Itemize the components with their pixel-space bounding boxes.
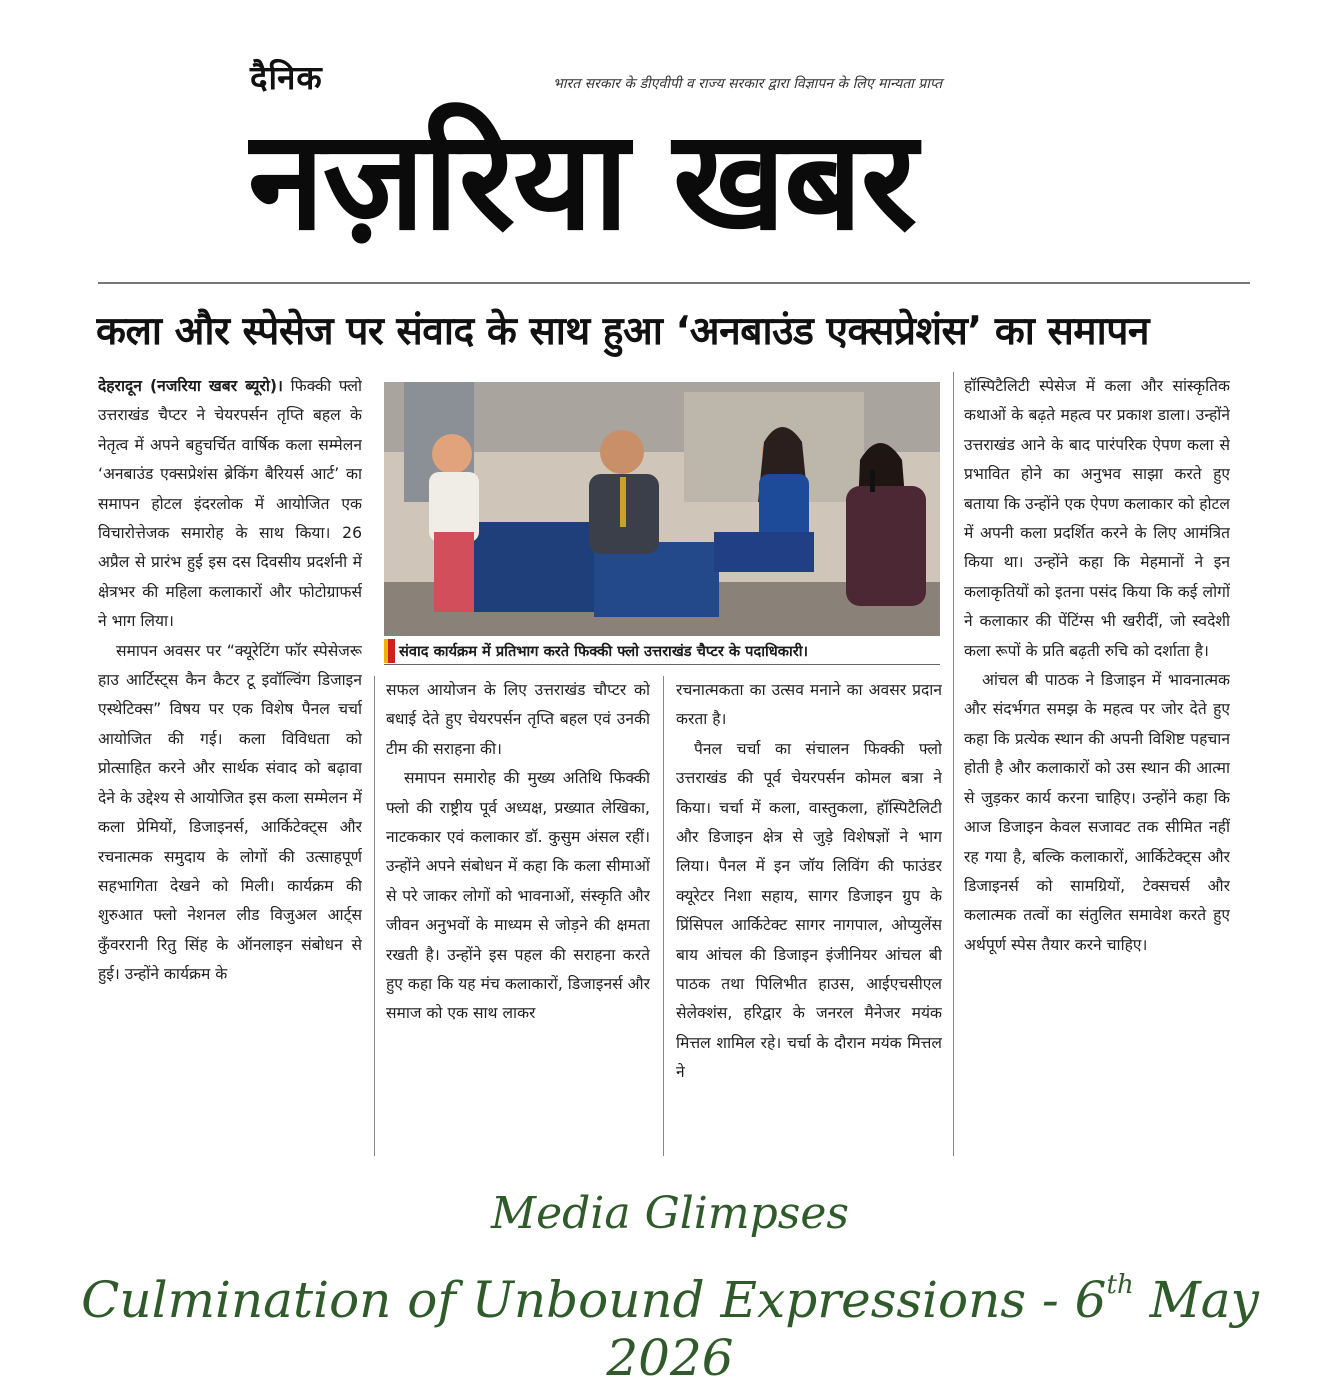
column-divider bbox=[374, 676, 375, 1156]
article-paragraph: हॉस्पिटैलिटी स्पेसेज में कला और सांस्कृतिक कथाओं के बढ़ते महत्व पर प्रकाश डाला। उन्होंने उत्तराखंड आने के बाद पारंपरिक ऐपण कला से प्रभावित होने का अनुभव साझा करते हुए बताया कि उन्होंने एक ऐपण कलाकार को होटल में अपनी कला प्रदर्शित करने के लिए आमंत्रित किया था। उन्होंने कहा कि मेहमानों ने इन कलाकृतियों को इतना पसंद किया कि कई लोगों ने कलाकार की पेंटिंग्स भी खरीदीं, जो स्वदेशी कला रूपों के प्रति बढ़ती रुचि को दर्शाता है। bbox=[964, 377, 1230, 660]
footer-ordinal: th bbox=[1106, 1270, 1134, 1300]
article-headline: कला और स्पेसेज पर संवाद के साथ हुआ ‘अनबाउंड एक्सप्रेशंस’ का समापन bbox=[96, 309, 1150, 354]
article-paragraph: समापन अवसर पर “क्यूरेटिंग फॉर स्पेसेजरू हाउ आर्टिस्ट्स कैन कैटर टू इवॉल्विंग डिजाइन एस्थेटिक्स” विषय पर एक विशेष पैनल चर्चा आयोजित की गई। कला विविधता को प्रोत्साहित करने और सार्थक संवाद को बढ़ावा देने के उद्देश्य से आयोजित इस कला सम्मेलन में कला प्रेमियों, डिजाइनर्स, आर्किटेक्ट्स और रचनात्मक समुदाय के लोगों की उत्साहपूर्ण सहभागिता देखने को मिली। कार्यक्रम की शुरुआत फ्लो नेशनल लीड विजुअल आर्ट्स कुँवररानी रितु सिंह के ऑनलाइन संबोधन से हुई। उन्होंने कार्यक्रम के bbox=[98, 641, 362, 984]
footer-subtitle-date: May 2026 bbox=[606, 1271, 1259, 1387]
article-column-4 bbox=[964, 372, 1230, 1154]
article-paragraph: रचनात्मकता का उत्सव मनाने का अवसर प्रदान करता है। bbox=[676, 681, 942, 729]
article-paragraph: समापन समारोह की मुख्य अतिथि फिक्की फ्लो की राष्ट्रीय पूर्व अध्यक्ष, प्रख्यात लेखिका, नाटककार एवं कलाकार डॉ. कुसुम अंसल रहीं। उन्होंने अपने संबोधन में कहा कि कला सीमाओं से परे जाकर लोगों को भावनाओं, संस्कृति और जीवन अनुभवों के माध्यम से जोड़ने की क्षमता रखती है। उन्होंने इस पहल की सराहना करते हुए कहा कि यह मंच कलाकारों, डिजाइनर्स और समाज को एक साथ लाकर bbox=[386, 769, 650, 1023]
article-paragraph: सफल आयोजन के लिए उत्तराखंड चौप्टर को बधाई देते हुए चेयरपर्सन तृप्ति बहल एवं उनकी टीम की सराहना की। bbox=[386, 681, 650, 758]
dateline: देहरादून (नजरिया खबर ब्यूरो)। bbox=[98, 377, 283, 395]
masthead-title: नज़रिया खबर bbox=[248, 100, 916, 261]
caption-marker bbox=[384, 639, 395, 663]
footer-subtitle-main: Culmination of Unbound Expressions - 6 bbox=[81, 1271, 1107, 1329]
header-rule bbox=[98, 282, 1250, 284]
event-photo-illustration bbox=[384, 382, 940, 636]
article-column-1 bbox=[98, 372, 362, 1154]
article-column-2 bbox=[386, 676, 650, 1154]
paragraph-text: फिक्की फ्लो उत्तराखंड चैप्टर ने चेयरपर्सन तृप्ति बहल के नेतृत्व में अपने बहुचर्चित वार्षिक कला सम्मेलन ‘अनबाउंड एक्सप्रेशंस ब्रेकिंग बैरियर्स आर्ट’ का समापन होटल इंदरलोक में आयोजित एक विचारोत्तेजक समारोह के साथ किया। 26 अप्रैल से प्रारंभ हुई इस दस दिवसीय प्रदर्शनी में क्षेत्रभर की महिला कलाकारों और फोटोग्राफर्स ने भाग लिया। bbox=[98, 377, 362, 631]
caption-text: संवाद कार्यक्रम में प्रतिभाग करते फिक्की फ्लो उत्तराखंड चैप्टर के पदाधिकारी। bbox=[399, 643, 809, 660]
article-column-3 bbox=[676, 676, 942, 1154]
footer-title: Media Glimpses bbox=[491, 1188, 849, 1239]
footer-subtitle bbox=[10, 1270, 1320, 1387]
event-photo bbox=[384, 382, 940, 636]
photo-caption bbox=[384, 638, 940, 665]
column-divider bbox=[953, 372, 954, 1156]
article-paragraph: पैनल चर्चा का संचालन फिक्की फ्लो उत्तराखंड की पूर्व चेयरपर्सन कोमल बत्रा ने किया। चर्चा में कला, वास्तुकला, हॉस्पिटैलिटी और डिजाइन क्षेत्र से जुड़े विशेषज्ञों ने भाग लिया। पैनल में इन जॉय लिविंग की फाउंडर क्यूरेटर निशा सहाय, सागर डिजाइन ग्रुप के प्रिंसिपल आर्किटेक्ट सागर नागपाल, ओप्युलेंस बाय आंचल की डिजाइन इंजीनियर आंचल बी पाठक तथा पिलिभीत हाउस, आईएचसीएल सेलेक्शंस, हरिद्वार के जनरल मैनेजर मयंक मित्तल शामिल रहे। चर्चा के दौरान मयंक मित्तल ने bbox=[676, 739, 942, 1082]
masthead-tagline: भारत सरकार के डीएवीपी व राज्य सरकार द्वारा विज्ञापन के लिए मान्यता प्राप्त bbox=[553, 76, 943, 92]
masthead-prefix: दैनिक bbox=[250, 58, 323, 97]
article-paragraph: आंचल बी पाठक ने डिजाइन में भावनात्मक और संदर्भगत समझ के महत्व पर जोर देते हुए कहा कि प्रत्येक स्थान की अपनी विशिष्ट पहचान होती है और कलाकारों को उस स्थान की आत्मा से जुड़कर कार्य करना चाहिए। उन्होंने कहा कि आज डिजाइन केवल सजावट तक सीमित नहीं रह गया है, बल्कि कलाकारों, आर्किटेक्ट्स और डिजाइनर्स को सामग्रियों, टेक्सचर्स और कलात्मक तत्वों का संतुलित समावेश करते हुए अर्थपूर्ण स्पेस तैयार करने चाहिए। bbox=[964, 671, 1230, 954]
column-divider bbox=[663, 676, 664, 1156]
article-paragraph bbox=[98, 372, 362, 637]
